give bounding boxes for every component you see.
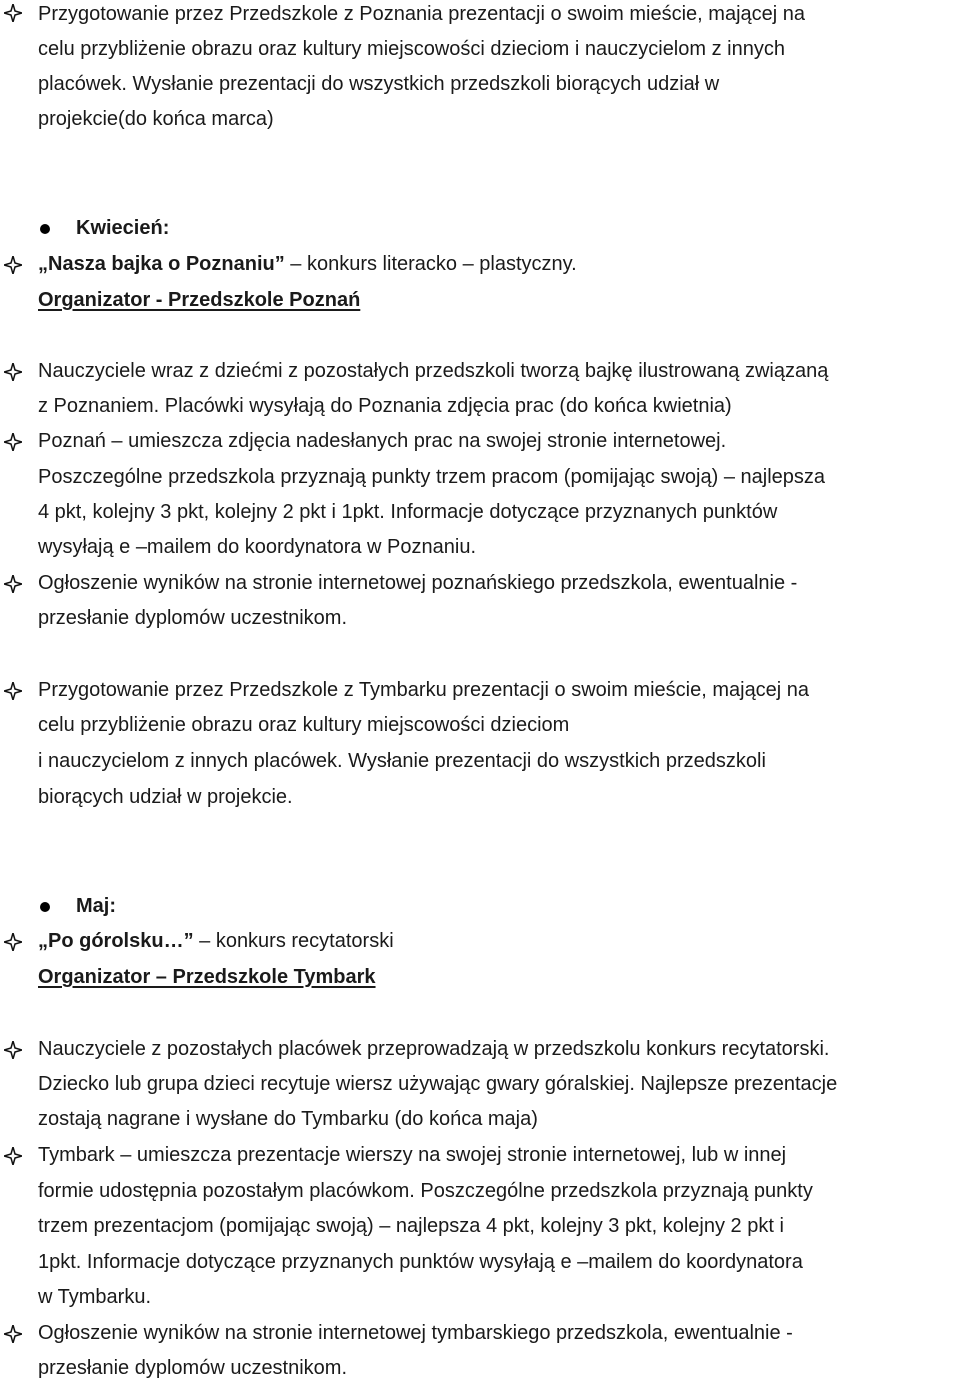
contest-type: – konkurs recytatorski bbox=[193, 930, 394, 952]
diamond-star-icon bbox=[4, 682, 22, 700]
contest-name: „Nasza bajka o Poznaniu” bbox=[38, 253, 285, 275]
paragraph-line: przesłanie dyplomów uczestnikom. bbox=[38, 1357, 348, 1379]
contest-title bbox=[38, 929, 954, 953]
paragraph-line: placówek. Wysłanie prezentacji do wszystkich przedszkoli biorących udział w bbox=[38, 73, 720, 95]
paragraph-line: Nauczyciele wraz z dziećmi z pozostałych przedszkoli tworzą bajkę ilustrowaną związaną bbox=[38, 360, 829, 382]
round-bullet-icon bbox=[40, 902, 50, 912]
diamond-star-icon bbox=[4, 256, 22, 274]
paragraph-line: celu przybliżenie obrazu oraz kultury miejscowości dzieciom i nauczycielom z innych bbox=[38, 38, 785, 60]
diamond-star-icon bbox=[4, 4, 22, 22]
paragraph-line: 1pkt. Informacje dotyczące przyznanych punktów wysyłają e –mailem do koordynatora bbox=[38, 1251, 803, 1273]
paragraph-line: Tymbark – umieszcza prezentacje wierszy na swojej stronie internetowej, lub w innej bbox=[38, 1144, 787, 1166]
paragraph-line: Nauczyciele z pozostałych placówek przeprowadzają w przedszkolu konkurs recytatorski. bbox=[38, 1038, 830, 1060]
diamond-star-icon bbox=[4, 1041, 22, 1059]
paragraph-line: Przygotowanie przez Przedszkole z Poznania prezentacji o swoim mieście, mającej na bbox=[38, 3, 806, 25]
diamond-star-icon bbox=[4, 433, 22, 451]
paragraph-line: Przygotowanie przez Przedszkole z Tymbarku prezentacji o swoim mieście, mającej na bbox=[38, 679, 810, 701]
paragraph-line: formie udostępnia pozostałym placówkom. Poszczególne przedszkola przyznają punkty bbox=[38, 1180, 813, 1202]
paragraph-line: z Poznaniem. Placówki wysyłają do Poznania zdjęcia prac (do końca kwietnia) bbox=[38, 395, 732, 417]
paragraph-line: Ogłoszenie wyników na stronie internetowej poznańskiego przedszkola, ewentualnie - bbox=[38, 572, 798, 594]
paragraph-line: przesłanie dyplomów uczestnikom. bbox=[38, 607, 348, 629]
paragraph-line: w Tymbarku. bbox=[38, 1286, 151, 1308]
contest-name: „Po górolsku…” bbox=[38, 930, 194, 952]
paragraph-line: Poznań – umieszcza zdjęcia nadesłanych prac na swojej stronie internetowej. bbox=[38, 430, 727, 452]
paragraph-line: celu przybliżenie obrazu oraz kultury miejscowości dzieciom bbox=[38, 714, 570, 736]
contest-type: – konkurs literacko – plastyczny. bbox=[284, 253, 577, 275]
paragraph-line: trzem prezentacjom (pomijając swoją) – najlepsza 4 pkt, kolejny 3 pkt, kolejny 2 pkt i bbox=[38, 1215, 784, 1237]
paragraph-line: Dziecko lub grupa dzieci recytuje wiersz używając gwary góralskiej. Najlepsze prezentacje bbox=[38, 1073, 838, 1095]
organizer-line: Organizator - Przedszkole Poznań bbox=[38, 289, 361, 311]
paragraph-line: projekcie(do końca marca) bbox=[38, 108, 274, 130]
paragraph-line: wysyłają e –mailem do koordynatora w Poznaniu. bbox=[38, 536, 476, 558]
paragraph-line: Ogłoszenie wyników na stronie internetowej tymbarskiego przedszkola, ewentualnie - bbox=[38, 1322, 793, 1344]
month-heading: Maj: bbox=[76, 895, 116, 917]
round-bullet-icon bbox=[40, 224, 50, 234]
paragraph-line: zostają nagrane i wysłane do Tymbarku (do końca maja) bbox=[38, 1108, 538, 1130]
diamond-star-icon bbox=[4, 933, 22, 951]
contest-title bbox=[38, 252, 954, 276]
paragraph-line: 4 pkt, kolejny 3 pkt, kolejny 2 pkt i 1pkt. Informacje dotyczące przyznanych punktów bbox=[38, 501, 778, 523]
diamond-star-icon bbox=[4, 1147, 22, 1165]
diamond-star-icon bbox=[4, 363, 22, 381]
diamond-star-icon bbox=[4, 1325, 22, 1343]
paragraph-line: biorących udział w projekcie. bbox=[38, 786, 293, 808]
organizer-line: Organizator – Przedszkole Tymbark bbox=[38, 966, 376, 988]
month-heading: Kwiecień: bbox=[76, 217, 170, 239]
diamond-star-icon bbox=[4, 575, 22, 593]
paragraph-line: i nauczycielom z innych placówek. Wysłanie prezentacji do wszystkich przedszkoli bbox=[38, 750, 766, 772]
paragraph-line: Poszczególne przedszkola przyznają punkty trzem pracom (pomijając swoją) – najlepsza bbox=[38, 466, 826, 488]
